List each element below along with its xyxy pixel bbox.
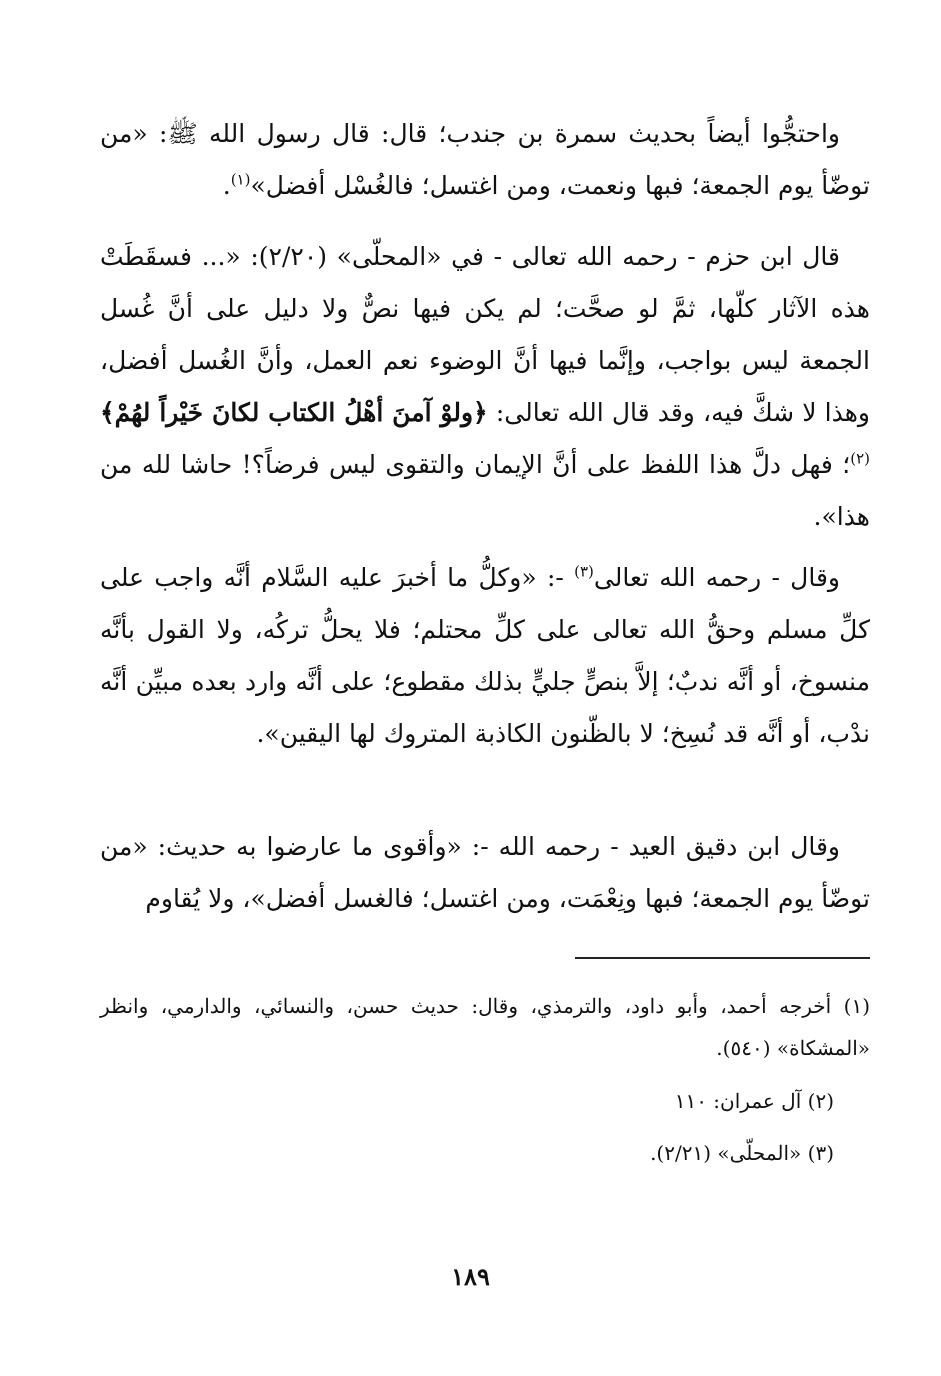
- footnote-1: (١) أخرجه أحمد، وأبو داود، والترمذي، وقال: حديث حسن، والنسائي، والدارمي، وانظر «المشكاة» (٥٤٠).: [100, 994, 870, 1060]
- footnote-ref-2: (٢): [850, 449, 870, 468]
- paragraph-1: [100, 108, 870, 212]
- paragraph-3: [100, 552, 870, 760]
- paragraph-2: [100, 231, 870, 543]
- paragraph-4-text: وقال ابن دقيق العيد - رحمه الله -: «وأقوى ما عارضوا به حديث: «من توضّأ يوم الجمعة؛ فبها ونِعْمَت، ومن اغتسل؛ فالغسل أفضل»، ولا يُقاوم: [100, 832, 870, 913]
- paragraph-2-end: ؛ فهل دلَّ هذا اللفظ على أنَّ الإيمان والتقوى ليس فرضاً؟! حاشا لله من هذا».: [100, 450, 870, 531]
- paragraph-1-end: .: [222, 171, 231, 200]
- page-number: ١٨٩: [451, 1262, 490, 1291]
- footnote-ref-3: (٣): [574, 562, 594, 581]
- footnote-ref-1: (١): [230, 170, 251, 189]
- paragraph-1-text: واحتجُّوا أيضاً بحديث سمرة بن جندب؛ قال: قال رسول الله ﷺ: «من توضّأ يوم الجمعة؛ فبها ونعمت، ومن اغتسل؛ فالغُسْل أفضل»: [100, 119, 870, 200]
- footnote-2: (٢) آل عمران: ١١٠: [674, 1089, 834, 1113]
- paragraph-4: [100, 821, 870, 925]
- paragraph-3-text: -: «وكلُّ ما أخبرَ عليه السَّلام أنَّه واجب على كلِّ مسلم وحقُّ الله تعالى على كلِّ محتلم؛ فلا يحلُّ تركُه، ولا القول بأنَّه منسوخ، أو أنَّه ندبٌ؛ إلاَّ بنصٍّ جليٍّ بذلك مقطوع؛ على أنَّه وارد بعده مبيِّن أنَّه ندْب، أو أنَّه قد نُسِخ؛ لا بالظّنون الكاذبة المتروك لها اليقين».: [100, 563, 870, 748]
- paragraph-2-text: قال ابن حزم - رحمه الله تعالى - في «المحلّى» (٢/٢٠): «... فسقَطَتْ هذه الآثار كلّها، ثمَّ لو صحَّت؛ لم يكن فيها نصٌّ ولا دليل على أنَّ غُسل الجمعة ليس بواجب، وإنَّما فيها أنَّ الوضوء نعم العمل، وأنَّ الغُسل أفضل، وهذا لا شكَّ فيه، وقد قال الله تعالى:: [100, 242, 870, 427]
- paragraph-3-start: وقال - رحمه الله تعالى: [593, 563, 840, 592]
- quran-verse: ﴿ولوْ آمنَ أهْلُ الكتاب لكانَ خَيْراً لهُمْ﴾: [100, 398, 488, 427]
- footnote-separator: [575, 957, 870, 959]
- footnote-3: (٣) «المحلّى» (٢/٢١).: [650, 1141, 834, 1165]
